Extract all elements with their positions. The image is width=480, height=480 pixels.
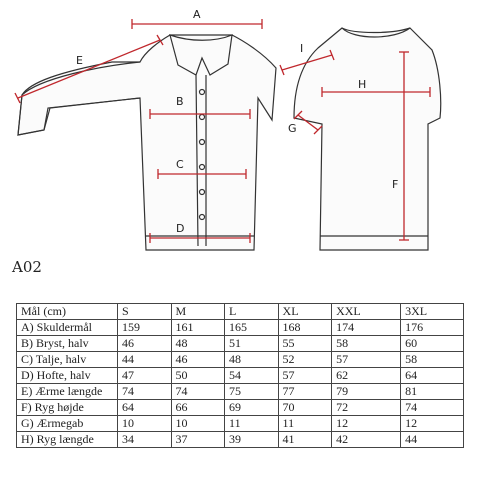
table-cell: 39 [225,432,279,448]
table-cell: 64 [401,368,464,384]
table-cell: 176 [401,320,464,336]
table-cell: 81 [401,384,464,400]
row-label: E) Ærme længde [17,384,118,400]
table-cell: 12 [332,416,401,432]
table-cell: 11 [278,416,332,432]
table-cell: 10 [118,416,172,432]
table-cell: 57 [332,352,401,368]
front-body-outline [18,35,276,250]
table-cell: 74 [401,400,464,416]
label-a: A [193,8,201,21]
table-cell: 62 [332,368,401,384]
table-cell: 51 [225,336,279,352]
table-cell: 74 [118,384,172,400]
back-view-garment [294,28,441,250]
model-code: A02 [12,258,42,276]
table-cell: 77 [278,384,332,400]
label-d: D [176,222,185,235]
table-cell: 11 [225,416,279,432]
front-view-garment [18,35,276,250]
row-label: B) Bryst, halv [17,336,118,352]
table-cell: 66 [171,400,225,416]
table-cell: 50 [171,368,225,384]
table-cell: 64 [118,400,172,416]
table-cell: 72 [332,400,401,416]
table-cell: 60 [401,336,464,352]
table-cell: 75 [225,384,279,400]
table-cell: 34 [118,432,172,448]
table-cell: 159 [118,320,172,336]
table-cell: 79 [332,384,401,400]
table-cell: 10 [171,416,225,432]
table-cell: 42 [332,432,401,448]
table-cell: 47 [118,368,172,384]
label-i: I [300,42,304,55]
table-cell: 55 [278,336,332,352]
table-cell: 58 [401,352,464,368]
table-cell: 168 [278,320,332,336]
row-label: F) Ryg højde [17,400,118,416]
table-row [17,400,464,416]
table-cell: 41 [278,432,332,448]
table-cell: 74 [171,384,225,400]
row-label: A) Skuldermål [17,320,118,336]
table-row [17,368,464,384]
header-cell: M [171,304,225,320]
row-label: D) Hofte, halv [17,368,118,384]
table-cell: 174 [332,320,401,336]
row-label: H) Ryg længde [17,432,118,448]
table-cell: 58 [332,336,401,352]
table-cell: 70 [278,400,332,416]
table-cell: 57 [278,368,332,384]
table-row [17,336,464,352]
header-cell: XL [278,304,332,320]
table-cell: 12 [401,416,464,432]
header-cell: S [118,304,172,320]
label-e: E [76,54,83,67]
table-cell: 44 [118,352,172,368]
table-cell: 44 [401,432,464,448]
table-cell: 52 [278,352,332,368]
label-f: F [392,178,399,191]
table-row [17,320,464,336]
size-table [16,303,464,448]
back-body-outline [294,28,441,250]
table-row [17,432,464,448]
table-header-row [17,304,464,320]
label-h: H [358,78,367,91]
table-cell: 37 [171,432,225,448]
table-row [17,352,464,368]
table-cell: 46 [118,336,172,352]
table-cell: 161 [171,320,225,336]
label-b: B [176,95,184,108]
header-cell: L [225,304,279,320]
header-cell: Mål (cm) [17,304,118,320]
header-cell: 3XL [401,304,464,320]
table-cell: 54 [225,368,279,384]
table-row [17,416,464,432]
label-c: C [176,158,184,171]
row-label: C) Talje, halv [17,352,118,368]
header-cell: XXL [332,304,401,320]
table-cell: 46 [171,352,225,368]
row-label: G) Ærmegab [17,416,118,432]
table-cell: 69 [225,400,279,416]
table-cell: 48 [225,352,279,368]
table-row [17,384,464,400]
table-cell: 48 [171,336,225,352]
table-cell: 165 [225,320,279,336]
label-g: G [288,122,297,135]
